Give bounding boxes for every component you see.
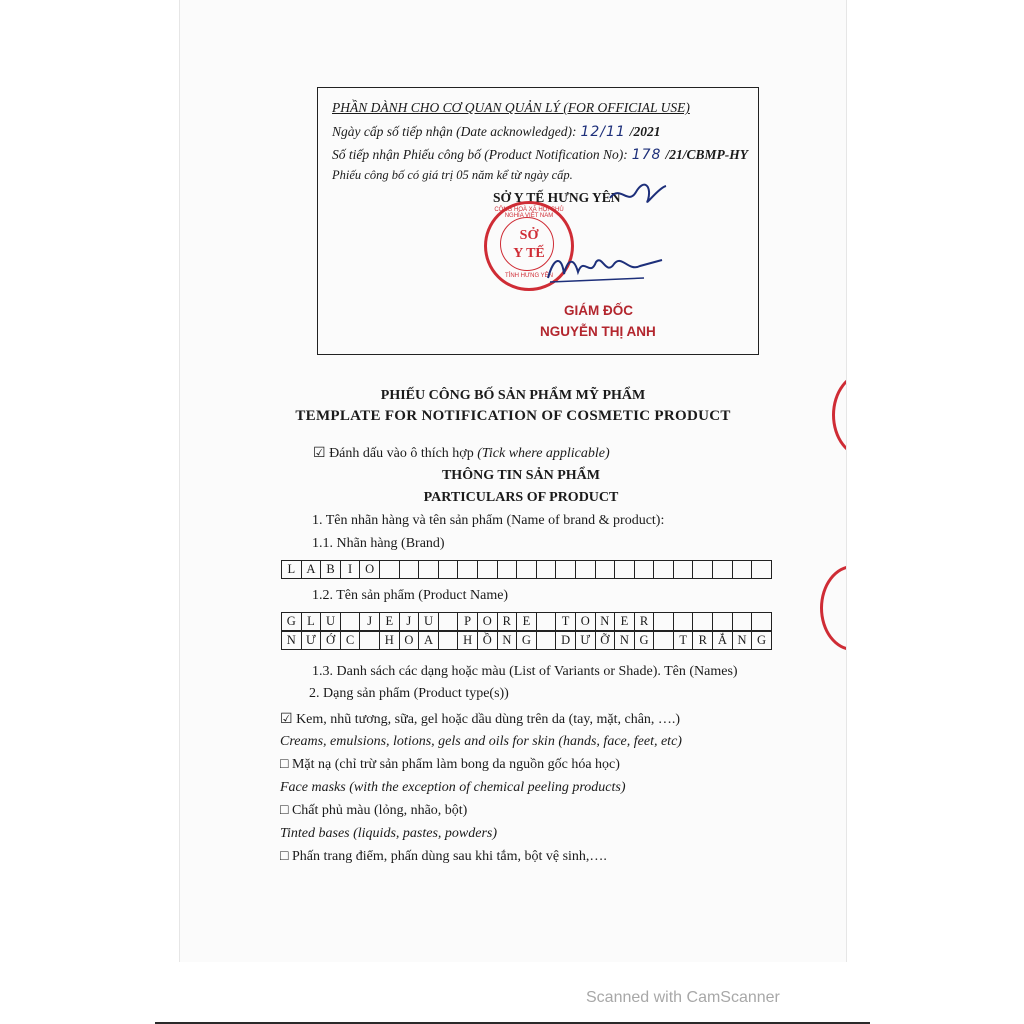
validity-note: Phiếu công bố có giá trị 05 năm kể từ ngày cấp. xyxy=(332,168,573,182)
grid-cell: Ắ xyxy=(712,631,733,650)
grid-cell xyxy=(399,560,420,579)
grid-cell: Ồ xyxy=(477,631,498,650)
grid-cell: T xyxy=(555,612,576,631)
director-signature xyxy=(544,248,664,288)
grid-cell xyxy=(751,560,772,579)
grid-cell xyxy=(536,612,557,631)
stamp-text-line2: Y TẾ xyxy=(513,246,545,261)
number-suffix: /21/CBMP-HY xyxy=(665,147,748,162)
official-use-box xyxy=(317,87,759,355)
grid-cell xyxy=(438,612,459,631)
grid-cell xyxy=(692,612,713,631)
grid-cell: C xyxy=(340,631,361,650)
grid-cell xyxy=(673,560,694,579)
product-type-3-en: Tinted bases (liquids, pastes, powders) xyxy=(280,826,498,841)
grid-cell xyxy=(614,560,635,579)
variants-label: 1.3. Danh sách các dạng hoặc màu (List of Variants or Shade). Tên (Names) xyxy=(312,664,738,679)
grid-cell xyxy=(379,560,400,579)
product-type-4-vn: Phấn trang điểm, phấn dùng sau khi tắm, bột vệ sinh,…. xyxy=(291,849,607,864)
grid-cell xyxy=(692,560,713,579)
particulars-en: PARTICULARS OF PRODUCT xyxy=(423,490,619,505)
grid-cell: E xyxy=(516,612,537,631)
particulars-vn: THÔNG TIN SẢN PHẨM xyxy=(441,468,601,483)
grid-cell: H xyxy=(379,631,400,650)
grid-cell xyxy=(340,612,361,631)
grid-cell: D xyxy=(555,631,576,650)
stamp-rim-top: CỘNG HOÀ XÃ HỘI CHỦ NGHĨA VIỆT NAM xyxy=(494,207,564,219)
grid-cell: N xyxy=(614,631,635,650)
grid-cell: Ỡ xyxy=(595,631,616,650)
camscanner-watermark: Scanned with CamScanner xyxy=(586,989,780,1006)
product-grid-row1 xyxy=(281,612,772,631)
product-type-2-en: Face masks (with the exception of chemical peeling products) xyxy=(280,780,626,795)
grid-cell: J xyxy=(399,612,420,631)
notification-number xyxy=(332,147,748,163)
grid-cell: G xyxy=(516,631,537,650)
grid-cell: T xyxy=(673,631,694,650)
date-acknowledged xyxy=(332,124,661,140)
grid-cell: A xyxy=(418,631,439,650)
section2-title: 2. Dạng sản phẩm (Product type(s)) xyxy=(309,686,509,701)
grid-cell xyxy=(712,560,733,579)
grid-cell: Ư xyxy=(301,631,322,650)
brand-label: 1.1. Nhãn hàng (Brand) xyxy=(312,536,445,551)
product-name-label: 1.2. Tên sản phẩm (Product Name) xyxy=(312,588,509,603)
grid-cell xyxy=(536,631,557,650)
product-type-3-vn: Chất phủ màu (lỏng, nhão, bột) xyxy=(291,803,468,818)
director-title: GIÁM ĐỐC xyxy=(564,303,633,318)
product-type-2 xyxy=(280,757,620,773)
grid-cell xyxy=(653,560,674,579)
grid-cell: E xyxy=(379,612,400,631)
signature-small xyxy=(608,180,668,210)
product-type-1 xyxy=(280,711,680,728)
tick-note xyxy=(313,445,610,462)
grid-cell: Ớ xyxy=(320,631,341,650)
grid-cell xyxy=(634,560,655,579)
grid-cell: B xyxy=(320,560,341,579)
grid-cell: O xyxy=(359,560,380,579)
grid-cell xyxy=(595,560,616,579)
grid-cell xyxy=(732,612,753,631)
grid-cell xyxy=(497,560,518,579)
director-name: NGUYỄN THỊ ANH xyxy=(540,324,656,339)
product-type-1-vn: Kem, nhũ tương, sữa, gel hoặc dầu dùng trên da (tay, mặt, chân, ….) xyxy=(296,712,681,727)
unchecked-box-icon: □ xyxy=(280,757,289,772)
brand-grid xyxy=(281,560,772,579)
grid-cell: H xyxy=(457,631,478,650)
grid-cell: O xyxy=(575,612,596,631)
tick-note-en: (Tick where applicable) xyxy=(477,446,610,461)
grid-cell xyxy=(673,612,694,631)
grid-cell xyxy=(536,560,557,579)
stamp-rim-bottom: TỈNH HƯNG YÊN xyxy=(504,273,554,279)
document-page xyxy=(180,0,846,962)
grid-cell: U xyxy=(320,612,341,631)
form-title-vn: PHIẾU CÔNG BỐ SẢN PHẨM MỸ PHẨM xyxy=(380,388,646,403)
grid-cell xyxy=(653,631,674,650)
number-handwritten: 178 xyxy=(631,147,662,163)
tick-checkbox-icon: ☑ xyxy=(313,446,326,461)
product-type-2-vn: Mặt nạ (chỉ trừ sản phẩm làm bong da nguồn gốc hóa học) xyxy=(291,757,620,772)
grid-cell xyxy=(359,631,380,650)
product-type-3 xyxy=(280,803,467,819)
grid-cell: L xyxy=(281,560,302,579)
grid-cell xyxy=(438,631,459,650)
grid-cell: G xyxy=(751,631,772,650)
unchecked-box-icon: □ xyxy=(280,803,289,818)
grid-cell xyxy=(653,612,674,631)
grid-cell: N xyxy=(281,631,302,650)
official-use-title: PHẦN DÀNH CHO CƠ QUAN QUẢN LÝ (FOR OFFICIAL USE) xyxy=(332,100,690,115)
checked-box-icon: ☑ xyxy=(280,712,293,727)
grid-cell: I xyxy=(340,560,361,579)
grid-cell: A xyxy=(301,560,322,579)
grid-cell: Ư xyxy=(575,631,596,650)
department-name: SỞ Y TẾ HƯNG YÊN xyxy=(493,190,621,205)
grid-cell: J xyxy=(359,612,380,631)
grid-cell: G xyxy=(281,612,302,631)
grid-cell: R xyxy=(497,612,518,631)
grid-cell: N xyxy=(732,631,753,650)
grid-cell: E xyxy=(614,612,635,631)
grid-cell xyxy=(575,560,596,579)
side-stamp-bottom xyxy=(820,565,846,651)
grid-cell xyxy=(732,560,753,579)
grid-cell xyxy=(516,560,537,579)
unchecked-box-icon: □ xyxy=(280,849,289,864)
tick-note-vn: Đánh dấu vào ô thích hợp xyxy=(329,446,474,461)
grid-cell: N xyxy=(595,612,616,631)
date-label: Ngày cấp số tiếp nhận (Date acknowledged): xyxy=(332,124,577,139)
grid-cell: U xyxy=(418,612,439,631)
grid-cell: P xyxy=(457,612,478,631)
grid-cell: L xyxy=(301,612,322,631)
grid-cell xyxy=(418,560,439,579)
grid-cell: R xyxy=(692,631,713,650)
grid-cell: R xyxy=(634,612,655,631)
product-type-4 xyxy=(280,849,607,865)
grid-cell xyxy=(712,612,733,631)
product-type-1-en: Creams, emulsions, lotions, gels and oils for skin (hands, face, feet, etc) xyxy=(280,734,682,749)
grid-cell: O xyxy=(399,631,420,650)
grid-cell: O xyxy=(477,612,498,631)
grid-cell xyxy=(457,560,478,579)
date-handwritten: 12/11 xyxy=(580,124,626,140)
grid-cell xyxy=(751,612,772,631)
date-year: /2021 xyxy=(629,124,661,139)
grid-cell: G xyxy=(634,631,655,650)
product-grid-row2 xyxy=(281,631,772,650)
grid-cell xyxy=(438,560,459,579)
grid-cell: N xyxy=(497,631,518,650)
grid-cell xyxy=(555,560,576,579)
form-title-en: TEMPLATE FOR NOTIFICATION OF COSMETIC PRODUCT xyxy=(295,408,731,424)
stamp-text-line1: SỞ xyxy=(519,228,539,243)
number-label: Số tiếp nhận Phiếu công bố (Product Notification No): xyxy=(332,147,628,162)
section1-title: 1. Tên nhãn hàng và tên sản phẩm (Name of brand & product): xyxy=(312,513,665,528)
grid-cell xyxy=(477,560,498,579)
